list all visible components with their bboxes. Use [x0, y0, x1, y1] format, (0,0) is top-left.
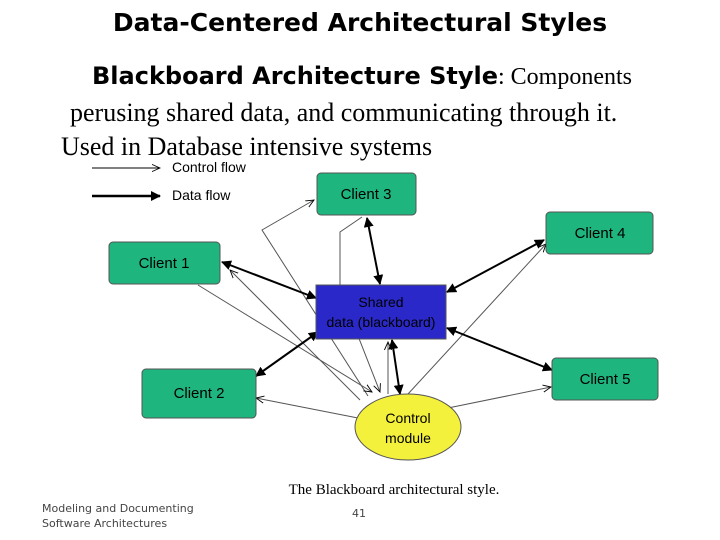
- description-line-1: perusing shared data, and communicating through it.: [70, 98, 618, 127]
- footer-line-1: Modeling and Documenting: [42, 502, 194, 515]
- shared-data-label-line1: Shared: [358, 294, 404, 310]
- subtitle-style-name: Blackboard Architecture Style: [92, 62, 498, 90]
- subtitle-rest: Components: [504, 64, 633, 90]
- data-edge-client4: [447, 240, 544, 292]
- client-5-label: Client 5: [579, 371, 631, 388]
- data-edge-client1: [222, 262, 316, 298]
- page-number: 41: [352, 507, 366, 520]
- control-edge-client5: [448, 387, 551, 408]
- legend: [92, 159, 247, 203]
- data-flow-legend-label: Data flow: [172, 187, 231, 203]
- footer-line-2: Software Architectures: [42, 517, 168, 530]
- subtitle-colon: :: [498, 64, 505, 90]
- client-3-label: Client 3: [340, 186, 392, 203]
- control-module-label-line2: module: [385, 430, 431, 446]
- shared-data-label-line2: data (blackboard): [326, 314, 436, 330]
- figure-caption: The Blackboard architectural style.: [288, 482, 500, 498]
- control-module-node: [355, 394, 461, 460]
- data-edge-control: [392, 340, 400, 394]
- client-2-label: Client 2: [173, 385, 225, 402]
- client-3-node: [317, 173, 416, 215]
- client-1-node: [109, 242, 220, 284]
- data-edge-client5: [447, 328, 552, 370]
- client-1-label: Client 1: [138, 255, 190, 272]
- client-5-node: [552, 358, 658, 400]
- client-4-label: Client 4: [574, 225, 626, 242]
- slide-title: Data-Centered Architectural Styles: [112, 8, 608, 37]
- control-edge-client2: [256, 398, 358, 418]
- client-4-node: [546, 212, 653, 254]
- data-edge-client3: [367, 218, 380, 284]
- control-module-ellipse: [355, 394, 461, 460]
- client-2-node: [142, 369, 256, 418]
- control-module-label-line1: Control: [385, 410, 431, 426]
- shared-data-node: [316, 285, 446, 339]
- data-edge-client2: [256, 332, 318, 376]
- description-line-2: Used in Database intensive systems: [61, 132, 433, 161]
- footer-course: [42, 501, 194, 531]
- control-flow-legend-label: Control flow: [172, 159, 246, 175]
